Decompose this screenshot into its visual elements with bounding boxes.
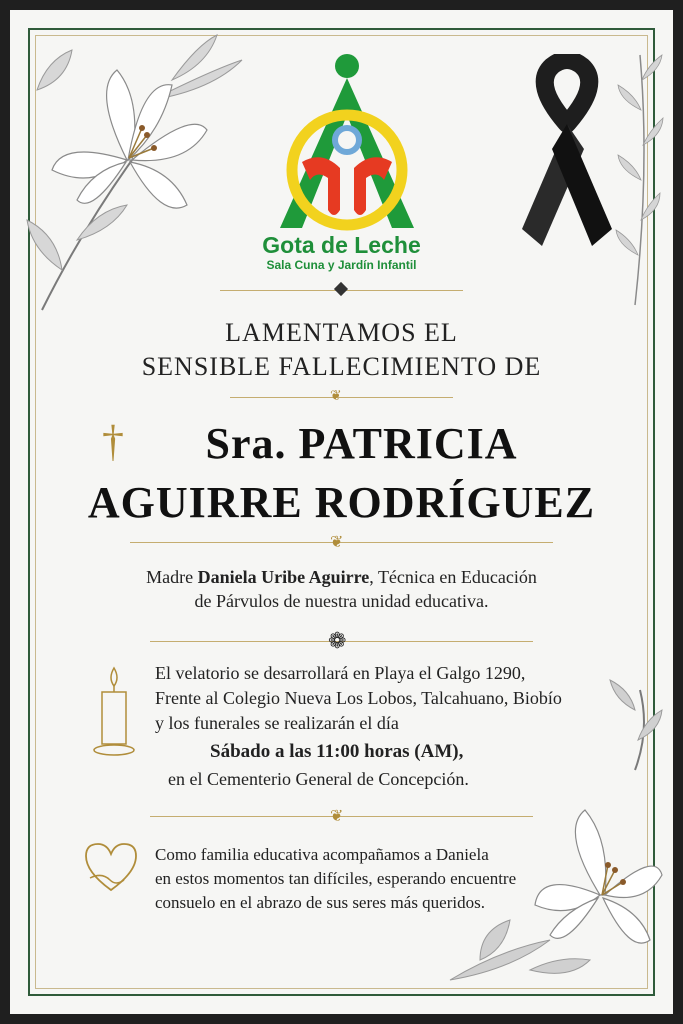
cross-icon: † xyxy=(102,417,124,466)
relation-line-2: de Párvulos de nuestra unidad educativa. xyxy=(194,591,489,611)
condolence-line-2: en estos momentos tan difíciles, esperando encuentre xyxy=(155,869,517,888)
deceased-name-line-2: AGUIRRE RODRÍGUEZ xyxy=(87,478,596,527)
relation-line-1: Madre Daniela Uribe Aguirre, Técnica en Educación xyxy=(146,567,537,587)
lily-flower-icon xyxy=(22,30,252,320)
mourning-ribbon-icon xyxy=(512,54,622,259)
heart-hands-icon xyxy=(80,836,142,898)
service-date: Sábado a las 11:00 horas (AM), xyxy=(210,741,464,762)
flower-ornament-icon: ❁ xyxy=(328,628,347,653)
candle-icon xyxy=(90,664,138,760)
announcement-line-2: SENSIBLE FALLECIMIENTO DE xyxy=(141,352,542,381)
condolence-card xyxy=(10,10,673,1014)
ornament-divider-icon: ❦ xyxy=(330,389,342,404)
condolence-line-3: consuelo en el abrazo de sus seres más queridos. xyxy=(155,893,485,912)
condolence-line-1: Como familia educativa acompañamos a Daniela xyxy=(155,845,489,864)
ornament-divider-icon: ❦ xyxy=(330,808,344,825)
service-line-5: en el Cementerio General de Concepción. xyxy=(168,769,469,789)
daughter-name: Daniela Uribe Aguirre xyxy=(197,567,370,587)
lily-flower-icon xyxy=(440,670,665,1000)
gota-de-leche-logo xyxy=(272,50,422,240)
logo-name: Gota de Leche xyxy=(262,232,421,258)
announcement-line-1: LAMENTAMOS EL xyxy=(225,318,458,347)
service-line-2: Frente al Colegio Nueva Los Lobos, Talcahuano, Biobío xyxy=(155,688,562,708)
ornament-divider-icon: ❦ xyxy=(330,534,344,551)
logo-tagline: Sala Cuna y Jardín Infantil xyxy=(266,258,417,272)
service-line-1: El velatorio se desarrollará en Playa el Galgo 1290, xyxy=(155,663,526,683)
service-line-3: y los funerales se realizarán el día xyxy=(155,713,399,733)
deceased-name-line-1: Sra. PATRICIA xyxy=(205,419,518,468)
